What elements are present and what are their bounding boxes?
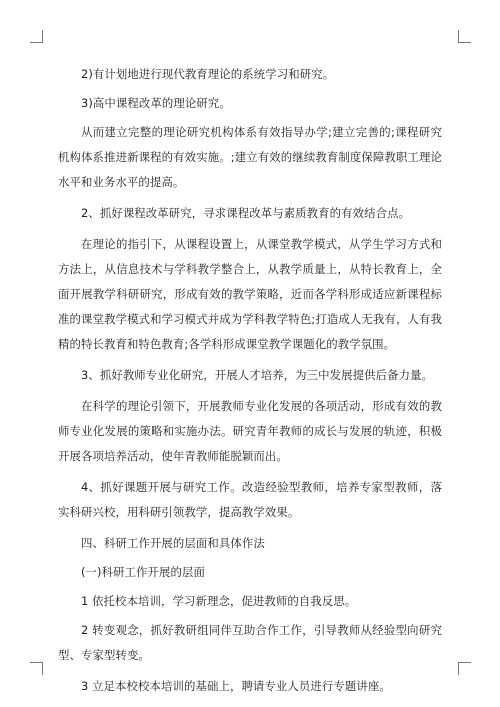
heading-teacher-professional: 3、抓好教师专业化研究，开展人才培养，为三中发展提供后备力量。 [81, 368, 434, 382]
heading-research-levels: (一)科研工作开展的层面 [81, 565, 205, 579]
paragraph-theory-guidance: 在理论的指引下，从课程设置上，从课堂教学模式，从学生学习方式和方法上，从信息技术与学科教学整合上，从教学质量上，从特长教育上，全面开展教学科研研究，形成有效的教学策略，近而各学科形成适应新课程标准的课堂教学模式和学习模式并成为学科教学特色;打造成人无我有，人有我精的特长教育和特色教育;各学科形成课堂教学课题化的教学氛围。 [58, 237, 442, 351]
paragraph-study-theory: 2)有计划地进行现代教育理论的系统学习和研究。 [81, 67, 335, 81]
document-body [58, 62, 442, 705]
paragraph-research-system: 从而建立完整的理论研究机构体系有效指导办学;建立完善的;课程研究机构体系推进新课程的有效实施。;建立有效的继续教育制度保障教职工理论水平和业务水平的提高。 [58, 125, 442, 189]
heading-research-projects: 4、抓好课题开展与研究工作。改造经验型教师，培养专家型教师，落实科研兴校，用科研引领教学，提高教学效果。 [58, 480, 442, 519]
list-item-2: 2 转变观念，抓好教研组同伴互助合作工作，引导教师从经验型向研究型、专家型转变。 [58, 623, 442, 662]
list-item-1: 1 依托校本培训，学习新理念，促进教师的自我反思。 [81, 594, 357, 608]
list-item-3: 3 立足本校校本培训的基础上，聘请专业人员进行专题讲座。 [81, 679, 391, 693]
paragraph-teacher-development: 在科学的理论引领下，开展教师专业化发展的各项活动，形成有效的教师专业化发展的策略和实施办法。研究青年教师的成长与发展的轨迹，积极开展各项培养活动，使年青教师能脱颖而出。 [58, 399, 442, 463]
heading-curriculum-reform: 2、抓好课程改革研究，寻求课程改革与素质教育的有效结合点。 [81, 206, 411, 220]
heading-section-four: 四、科研工作开展的层面和具体作法 [81, 536, 265, 550]
crop-mark-bottom-right [458, 662, 471, 675]
paragraph-curriculum-reform-theory: 3)高中课程改革的理论研究。 [81, 96, 231, 110]
crop-mark-top-right [458, 30, 471, 43]
crop-mark-bottom-left [30, 662, 43, 675]
crop-mark-top-left [30, 30, 43, 43]
